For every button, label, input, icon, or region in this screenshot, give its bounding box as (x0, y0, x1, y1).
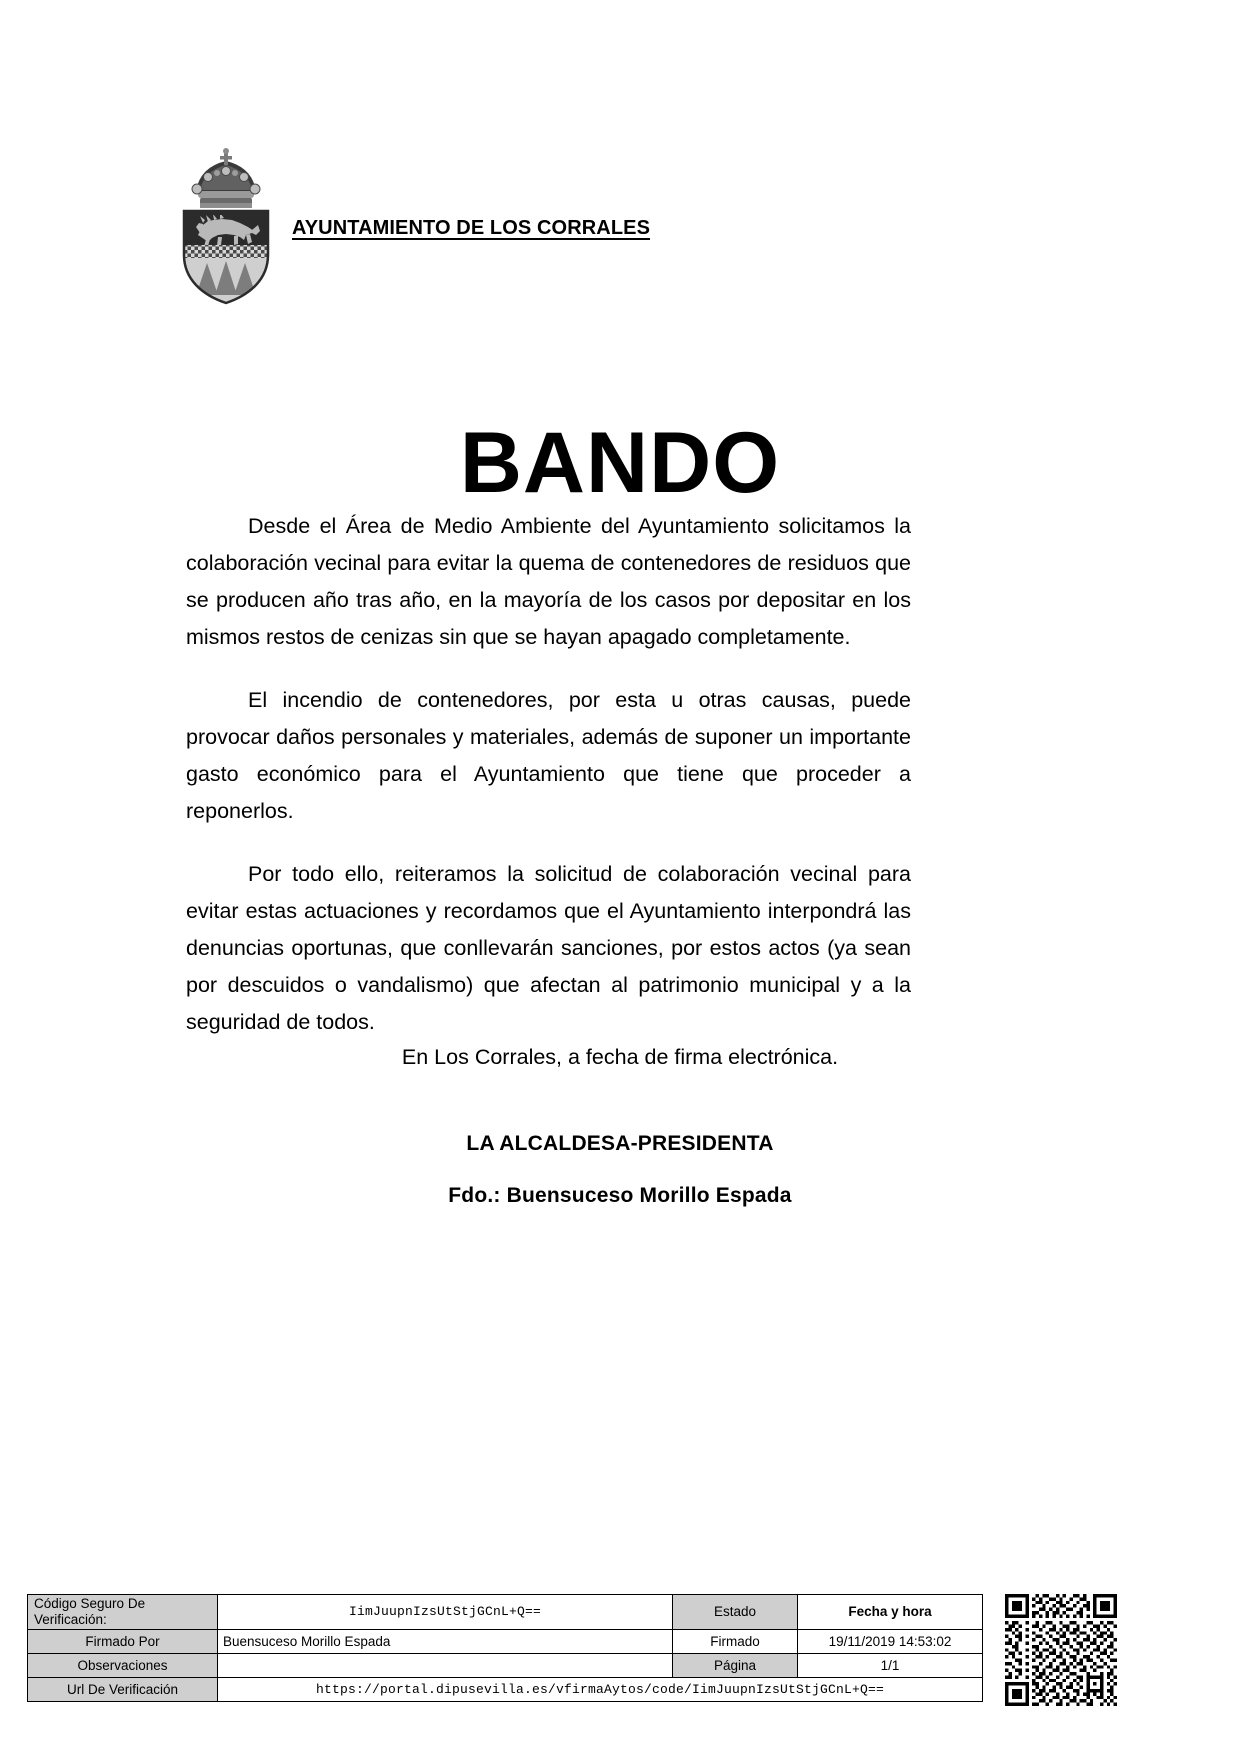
value-status: Firmado (673, 1630, 798, 1654)
value-observations (218, 1654, 673, 1678)
closing-line: En Los Corrales, a fecha de firma electrónica. (401, 1045, 839, 1069)
signature-name: Fdo.: Buensuceso Morillo Espada (448, 1184, 792, 1207)
label-datetime: Fecha y hora (798, 1595, 983, 1630)
value-csv: IimJuupnIzsUtStjGCnL+Q== (218, 1595, 673, 1630)
table-row (28, 1630, 983, 1654)
qr-code-icon[interactable] (1005, 1594, 1117, 1706)
paragraph-2: El incendio de contenedores, por esta u otras causas, puede provocar daños personales y materiales, además de suponer un importante gasto económico para el Ayuntamiento que tiene que proceder a reponerlos. (186, 688, 911, 823)
label-observations: Observaciones (28, 1654, 218, 1678)
signature-role: LA ALCALDESA-PRESIDENTA (466, 1132, 774, 1155)
paragraph-1: Desde el Área de Medio Ambiente del Ayuntamiento solicitamos la colaboración vecinal para evitar la quema de contenedores de residuos que se producen año tras año, en la mayoría de los casos por depositar en los mismos restos de cenizas sin que se hayan apagado completamente. (186, 514, 911, 649)
paragraph-3: Por todo ello, reiteramos la solicitud de colaboración vecinal para evitar estas actuaciones y recordamos que el Ayuntamiento interpondrá las denuncias oportunas, que conllevarán sanciones, por estos actos (ya sean por descuidos o vandalismo) que afectan al patrimonio municipal y a la seguridad de todos. (186, 862, 911, 1034)
shield-part (184, 211, 268, 305)
label-csv: Código Seguro De Verificación: (28, 1595, 218, 1630)
letterhead (170, 145, 650, 305)
label-signed-by: Firmado Por (28, 1630, 218, 1654)
label-status: Estado (673, 1595, 798, 1630)
label-page: Página (673, 1654, 798, 1678)
label-verification-url: Url De Verificación (28, 1678, 218, 1702)
value-page: 1/1 (798, 1654, 983, 1678)
verification-table (27, 1594, 983, 1702)
page-title: BANDO (459, 414, 781, 511)
coat-of-arms-icon (170, 145, 282, 305)
value-datetime: 19/11/2019 14:53:02 (798, 1630, 983, 1654)
document-body (186, 508, 911, 1041)
crown-part (192, 148, 260, 208)
value-verification-url[interactable]: https://portal.dipusevilla.es/vfirmaAytos/code/IimJuupnIzsUtStjGCnL+Q== (218, 1678, 983, 1702)
table-row (28, 1654, 983, 1678)
verification-footer (27, 1594, 1213, 1706)
value-signed-by: Buensuceso Morillo Espada (218, 1630, 673, 1654)
table-row (28, 1595, 983, 1630)
table-row (28, 1678, 983, 1702)
organization-name: AYUNTAMIENTO DE LOS CORRALES (292, 217, 651, 239)
